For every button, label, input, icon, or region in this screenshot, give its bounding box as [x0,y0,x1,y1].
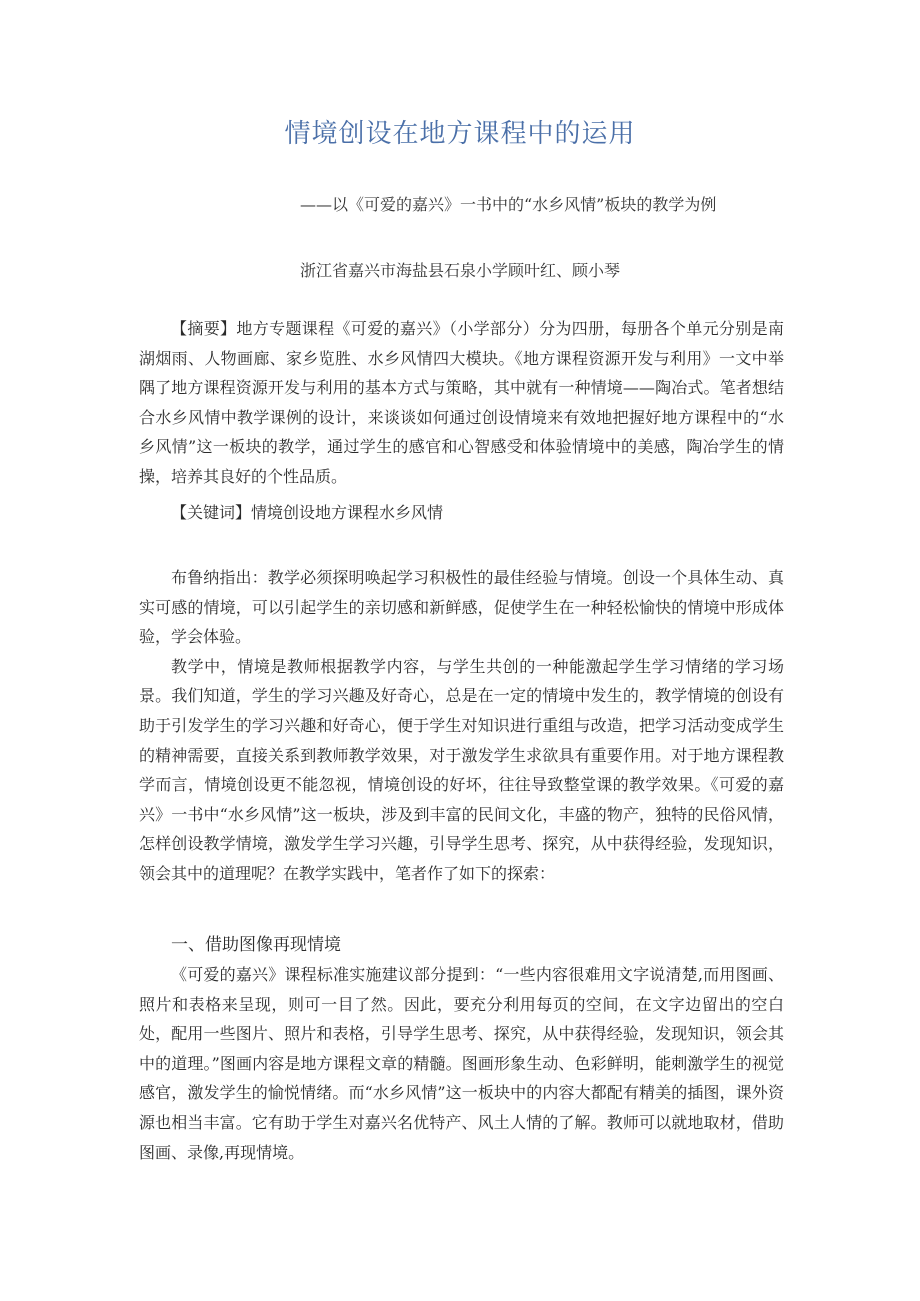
body-paragraph: 《可爱的嘉兴》课程标准实施建议部分提到：“一些内容很难用文字说清楚,而用图画、照片和表格来呈现，则可一目了然。因此，要充分利用每页的空间，在文字边留出的空白处，配用一些图片、照片和表格，引导学生思考、探究，从中获得经验，发现知识，领会其中的道理。”图画内容是地方课程文章的精髓。图画形象生动、色彩鲜明，能刺激学生的视觉感官，激发学生的愉悦情绪。而“水乡风情”这一板块中的内容大都配有精美的插图，课外资源也相当丰富。它有助于学生对嘉兴名优特产、风土人情的了解。教师可以就地取材，借助图画、录像,再现情境。 [139,965,784,1162]
abstract-section [139,314,784,492]
document-subtitle: ——以《可爱的嘉兴》一书中的“水乡风情”板块的教学为例 [300,195,717,214]
body-paragraph: 教学中，情境是教师根据教学内容，与学生共创的一种能激起学生学习情绪的学习场景。我们知道，学生的学习兴趣及好奇心，总是在一定的情境中发生的，教学情境的创设有助于引发学生的学习兴趣和好奇心，便于学生对知识进行重组与改造，把学习活动变成学生的精神需要，直接关系到教师教学效果，对于激发学生求欲具有重要作用。对于地方课程教学而言，情境创设更不能忽视，情境创设的好坏，往往导致整堂课的教学效果。《可爱的嘉兴》一书中“水乡风情”这一板块，涉及到丰富的民间文化，丰盛的物产，独特的民俗风情，怎样创设教学情境，激发学生学习兴趣，引导学生思考、探究，从中获得经验，发现知识，领会其中的道理呢？在教学实践中，笔者作了如下的探索： [139,656,784,883]
abstract-paragraph: 【摘要】地方专题课程《可爱的嘉兴》（小学部分）分为四册，每册各个单元分别是南湖烟雨、人物画廊、家乡览胜、水乡风情四大模块。《地方课程资源开发与利用》一文中举隅了地方课程资源开发与利用的基本方式与策略，其中就有一种情境——陶冶式。笔者想结合水乡风情中教学课例的设计，来谈谈如何通过创设情境来有效地把握好地方课程中的“水乡风情”这一板块的教学，通过学生的感官和心智感受和体验情境中的美感，陶冶学生的情操，培养其良好的个性品质。 [139,319,784,486]
keywords-section [139,498,784,528]
document-title: 情境创设在地方课程中的运用 [284,119,636,149]
section-one-body [139,960,784,1167]
intro-section [139,563,784,889]
author-line: 浙江省嘉兴市海盐县石泉小学顾叶红、顾小琴 [299,261,620,280]
section-heading: 一、借助图像再现情境 [171,935,341,955]
keywords-paragraph: 【关键词】情境创设地方课程水乡风情 [171,503,444,522]
body-paragraph: 布鲁纳指出：教学必须探明唤起学习积极性的最佳经验与情境。创设一个具体生动、真实可感的情境，可以引起学生的亲切感和新鲜感，促使学生在一种轻松愉快的情境中形成体验，学会体验。 [139,568,784,647]
